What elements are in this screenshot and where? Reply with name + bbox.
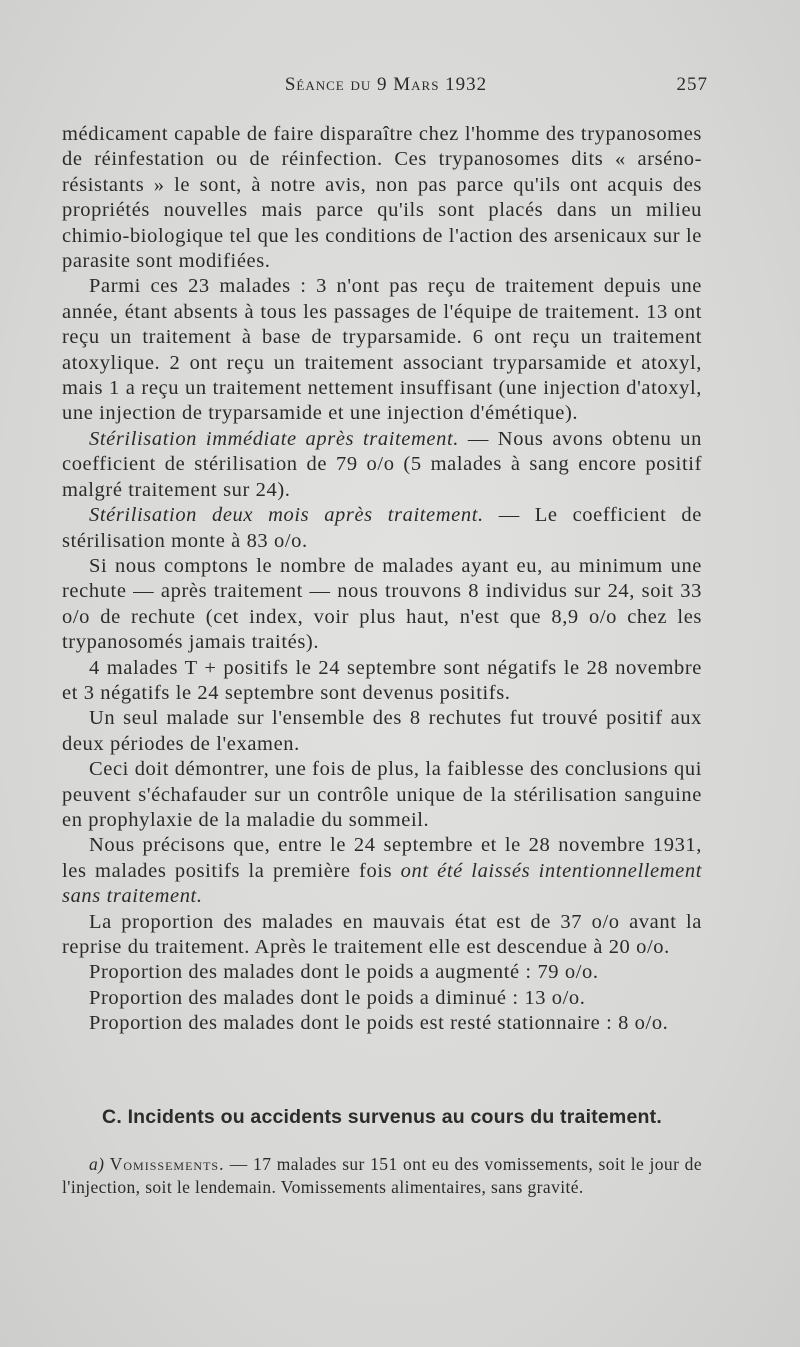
running-title: Séance du 9 Mars 1932 bbox=[284, 74, 488, 95]
section-heading: C. Incidents ou accidents survenus au cours du traitement. bbox=[102, 1106, 662, 1128]
item-title: Vomissements. bbox=[109, 1154, 225, 1174]
paragraph: Proportion des malades dont le poids est resté stationnaire : 8 o/o. bbox=[89, 1012, 669, 1035]
section-body bbox=[62, 1153, 702, 1199]
paragraph-text: Nous précisons que, entre le 24 septembre et le 28 novembre 1931, les malades positifs la première fois bbox=[62, 834, 702, 882]
paragraph bbox=[62, 427, 702, 503]
body-text bbox=[62, 122, 702, 1037]
paragraph bbox=[62, 1153, 702, 1199]
item-label: a) bbox=[89, 1154, 105, 1174]
paragraph: médicament capable de faire disparaître chez l'homme des trypanosomes de réinfestation ou de réinfection. Ces trypanosomes dits « arséno-résistants » le sont, à notre avis, non pas parce qu'ils ont acquis des propriétés nouvelles mais parce qu'ils sont placés dans un milieu chimio-biologique tel que les conditions de l'action des arsenicaux sur le parasite sont modifiées. bbox=[62, 123, 702, 273]
paragraph bbox=[62, 833, 702, 909]
paragraph bbox=[62, 503, 702, 554]
paragraph: Proportion des malades dont le poids a augmenté : 79 o/o. bbox=[89, 961, 599, 984]
page-number: 257 bbox=[676, 74, 708, 95]
paragraph-text: — 17 malades sur 151 ont eu des vomissements, soit le jour de l'injection, soit le lendemain. Vomissements alimentaires, sans gravité. bbox=[62, 1154, 702, 1197]
paragraph: Un seul malade sur l'ensemble des 8 rechutes fut trouvé positif aux deux périodes de l'examen. bbox=[62, 707, 702, 755]
paragraph: La proportion des malades en mauvais état est de 37 o/o avant la reprise du traitement. Après le traitement elle est descendue à 20 o/o. bbox=[62, 910, 702, 958]
paragraph: Si nous comptons le nombre de malades ayant eu, au minimum une rechute — après traitement — nous trouvons 8 individus sur 24, soit 33 o/o de rechute (cet index, voir plus haut, n'est que 8,9 o/o chez les trypanosomés jamais traités). bbox=[62, 554, 702, 654]
paragraph: Ceci doit démontrer, une fois de plus, la faiblesse des conclusions qui peuvent s'échafauder sur un contrôle unique de la stérilisation sanguine en prophylaxie de la maladie du sommeil. bbox=[62, 758, 702, 831]
italic-phrase: ont été laissés intentionnellement sans traitement. bbox=[62, 859, 702, 908]
running-head bbox=[62, 74, 710, 104]
paragraph-text: — Nous avons obtenu un coefficient de stérilisation de 79 o/o (5 malades à sang encore positif malgré traitement sur 24). bbox=[62, 427, 702, 501]
italic-phrase: Stérilisation immédiate après traitement. bbox=[89, 427, 459, 450]
paragraph: Proportion des malades dont le poids a diminué : 13 o/o. bbox=[89, 986, 586, 1009]
paragraph-text: — Le coefficient de stérilisation monte à 83 o/o. bbox=[62, 504, 702, 552]
italic-phrase: Stérilisation deux mois après traitement. bbox=[89, 504, 484, 527]
paragraph: Parmi ces 23 malades : 3 n'ont pas reçu de traitement depuis une année, étant absents à tous les passages de l'équipe de traitement. 13 ont reçu un traitement à base de tryparsamide. 6 ont reçu un traitement atoxylique. 2 ont reçu un traitement associant tryparsamide et atoxyl, mais 1 a reçu un traitement nettement insuffisant (une injection d'atoxyl, une injection de tryparsamide et une injection d'émétique). bbox=[62, 275, 702, 425]
paragraph: 4 malades T + positifs le 24 septembre sont négatifs le 28 novembre et 3 négatifs le 24 septembre sont devenus positifs. bbox=[62, 656, 702, 704]
